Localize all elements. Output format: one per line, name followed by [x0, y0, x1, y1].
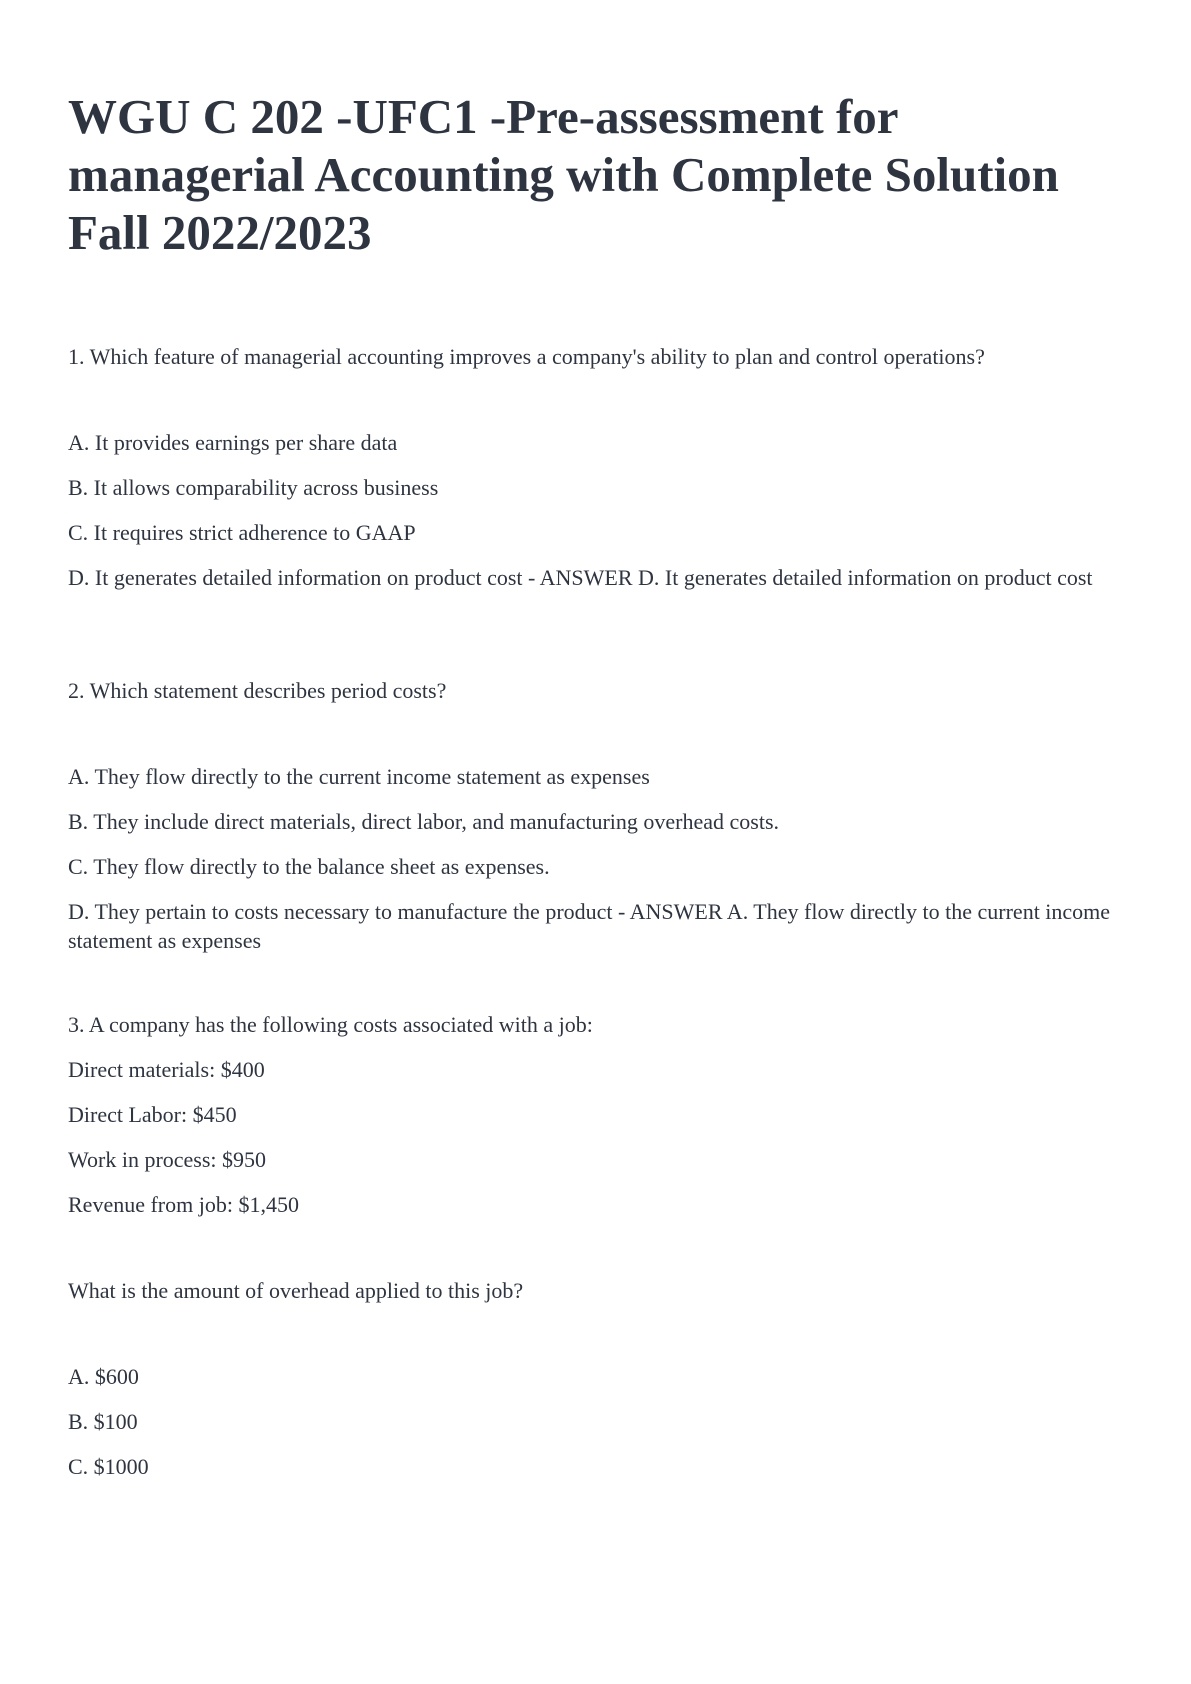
question-3-option-b: B. $100: [68, 1409, 138, 1434]
question-2-option-a: A. They flow directly to the current income statement as expenses: [68, 764, 650, 789]
question-3-revenue: Revenue from job: $1,450: [68, 1192, 299, 1217]
question-3-intro: 3. A company has the following costs associated with a job:: [68, 1012, 593, 1037]
question-3-cost-direct-labor: Direct Labor: $450: [68, 1102, 237, 1127]
question-3-option-a: A. $600: [68, 1364, 139, 1389]
question-3-cost-direct-materials: Direct materials: $400: [68, 1057, 265, 1082]
question-2-option-c: C. They flow directly to the balance sheet as expenses.: [68, 854, 550, 879]
question-1-option-b: B. It allows comparability across business: [68, 475, 439, 500]
question-2-option-d-with-answer: D. They pertain to costs necessary to manufacture the product - ANSWER A. They flow directly to the current income statement as expenses: [68, 899, 1111, 953]
question-2-option-b: B. They include direct materials, direct labor, and manufacturing overhead costs.: [68, 809, 780, 834]
question-1-option-a: A. It provides earnings per share data: [68, 430, 398, 455]
question-1-option-d-with-answer: D. It generates detailed information on product cost - ANSWER D. It generates detailed information on product cost: [68, 565, 1093, 590]
question-1-text: 1. Which feature of managerial accounting improves a company's ability to plan and control operations?: [68, 344, 985, 369]
question-3-option-c: C. $1000: [68, 1454, 149, 1479]
document-title: WGU C 202 -UFC1 -Pre-assessment for managerial Accounting with Complete Solution Fall 2022/2023: [68, 89, 1059, 260]
question-3-text: What is the amount of overhead applied to this job?: [68, 1278, 524, 1303]
question-2-text: 2. Which statement describes period costs?: [68, 678, 447, 703]
question-3-cost-work-in-process: Work in process: $950: [68, 1147, 267, 1172]
question-1-option-c: C. It requires strict adherence to GAAP: [68, 520, 416, 545]
